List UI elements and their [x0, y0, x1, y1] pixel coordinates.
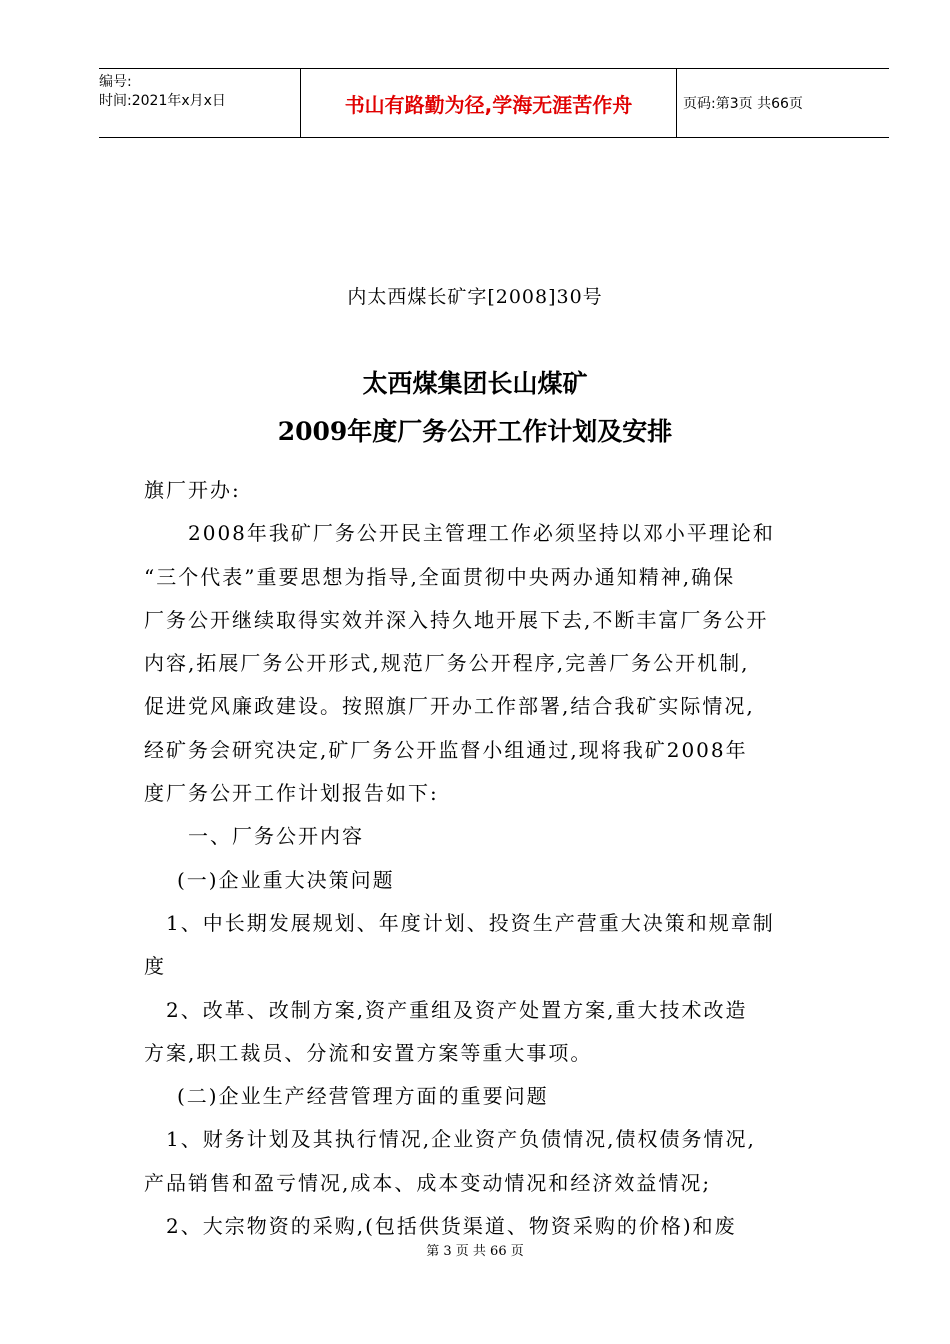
header-page-info: 页码:第3页 共66页	[683, 96, 803, 112]
header-motto: 书山有路勤为径,学海无涯苦作舟	[301, 69, 677, 137]
body-line: 2、大宗物资的采购,(包括供货渠道、物资采购的价格)和废	[166, 1214, 737, 1239]
body-line: 1、财务计划及其执行情况,企业资产负债情况,债权债务情况,	[166, 1127, 756, 1152]
page-footer: 第 3 页 共 66 页	[426, 1244, 524, 1259]
body-line: 2008年我矿厂务公开民主管理工作必须坚持以邓小平理论和	[188, 521, 775, 546]
document-title-line1: 太西煤集团长山煤矿	[362, 369, 588, 398]
body-line: 1、中长期发展规划、年度计划、投资生产营重大决策和规章制	[166, 910, 775, 935]
body-line: “三个代表”重要思想为指导,全面贯彻中央两办通知精神,确保	[144, 564, 736, 589]
header-meta	[99, 69, 301, 137]
body-line: 内容,拓展厂务公开形式,规范厂务公开程序,完善厂务公开机制,	[144, 651, 750, 676]
body-line: (一)企业重大决策问题	[177, 867, 395, 892]
body-line: 2、改革、改制方案,资产重组及资产处置方案,重大技术改造	[166, 997, 748, 1022]
header-number-label: 编号:	[99, 74, 132, 90]
body-line: 度	[144, 954, 166, 979]
document-title-line2: 2009年度厂务公开工作计划及安排	[277, 417, 673, 446]
header-date: 时间:2021年x月x日	[99, 93, 226, 109]
document-number: 内太西煤长矿字[2008]30号	[347, 286, 603, 308]
body-line: 产品销售和盈亏情况,成本、成本变动情况和经济效益情况;	[144, 1170, 712, 1195]
document-body	[144, 469, 874, 1248]
body-line: 促进党风廉政建设。按照旗厂开办工作部署,结合我矿实际情况,	[144, 694, 755, 719]
body-line: 旗厂开办:	[144, 478, 241, 502]
body-line: 厂务公开继续取得实效并深入持久地开展下去,不断丰富厂务公开	[144, 607, 769, 632]
body-line: 经矿务会研究决定,矿厂务公开监督小组通过,现将我矿2008年	[144, 737, 748, 762]
body-line: 方案,职工裁员、分流和安置方案等重大事项。	[144, 1040, 593, 1065]
page-header	[99, 68, 889, 138]
body-line: (二)企业生产经营管理方面的重要问题	[177, 1084, 549, 1109]
body-line: 度厂务公开工作计划报告如下:	[144, 781, 439, 806]
body-line: 一、厂务公开内容	[188, 824, 364, 849]
